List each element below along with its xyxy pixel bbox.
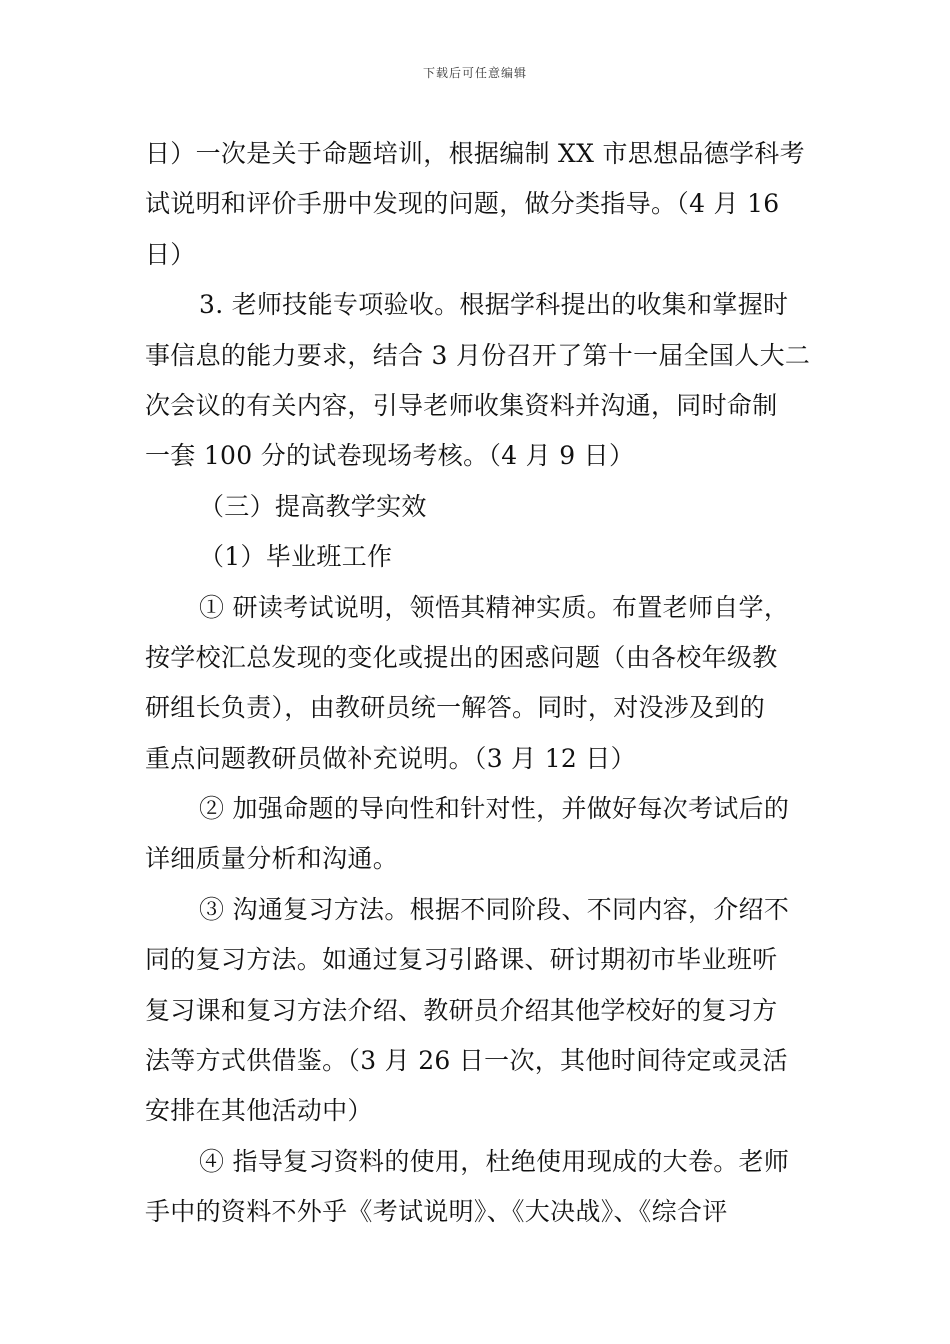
text-line: 同的复习方法。如通过复习引路课、研讨期初市毕业班听 [145, 945, 778, 975]
document-body [145, 129, 810, 1238]
text-line: 按学校汇总发现的变化或提出的困惑问题（由各校年级教 [145, 642, 778, 672]
paragraph-first-line: 3. 老师技能专项验收。根据学科提出的收集和掌握时 [199, 290, 789, 320]
section-heading: （三）提高教学实效 [199, 491, 427, 521]
text-line: 安排在其他活动中） [145, 1096, 373, 1126]
text-line: 日）一次是关于命题培训，根据编制 XX 市思想品德学科考 [145, 139, 805, 168]
page-header-note: 下载后可任意编辑 [422, 66, 527, 80]
text-line: 一套 100 分的试卷现场考核。（4 月 9 日） [145, 441, 635, 471]
text-line: 研组长负责），由教研员统一解答。同时，对没涉及到的 [145, 693, 766, 723]
text-line: 日） [145, 239, 196, 269]
text-line: 手中的资料不外乎《考试说明》、《大决战》、《综合评 [145, 1197, 728, 1227]
text-line: 重点问题教研员做补充说明。（3 月 12 日） [145, 743, 636, 773]
text-line: 次会议的有关内容，引导老师收集资料并沟通，同时命制 [145, 390, 778, 420]
paragraph-first-line: ② 加强命题的导向性和针对性，并做好每次考试后的 [199, 794, 790, 824]
subsection-heading: （1）毕业班工作 [199, 542, 393, 572]
text-line: 事信息的能力要求，结合 3 月份召开了第十一届全国人大二 [145, 340, 811, 370]
paragraph-first-line: ③ 沟通复习方法。根据不同阶段、不同内容，介绍不 [199, 894, 790, 924]
text-line: 复习课和复习方法介绍、教研员介绍其他学校好的复习方 [145, 995, 778, 1025]
text-line: 法等方式供借鉴。（3 月 26 日一次，其他时间待定或灵活 [145, 1046, 788, 1076]
paragraph-first-line: ① 研读考试说明，领悟其精神实质。布置老师自学， [199, 592, 790, 622]
text-line: 详细质量分析和沟通。 [145, 844, 399, 874]
text-line: 试说明和评价手册中发现的问题，做分类指导。（4 月 16 [145, 189, 780, 219]
paragraph-first-line: ④ 指导复习资料的使用，杜绝使用现成的大卷。老师 [199, 1146, 790, 1176]
